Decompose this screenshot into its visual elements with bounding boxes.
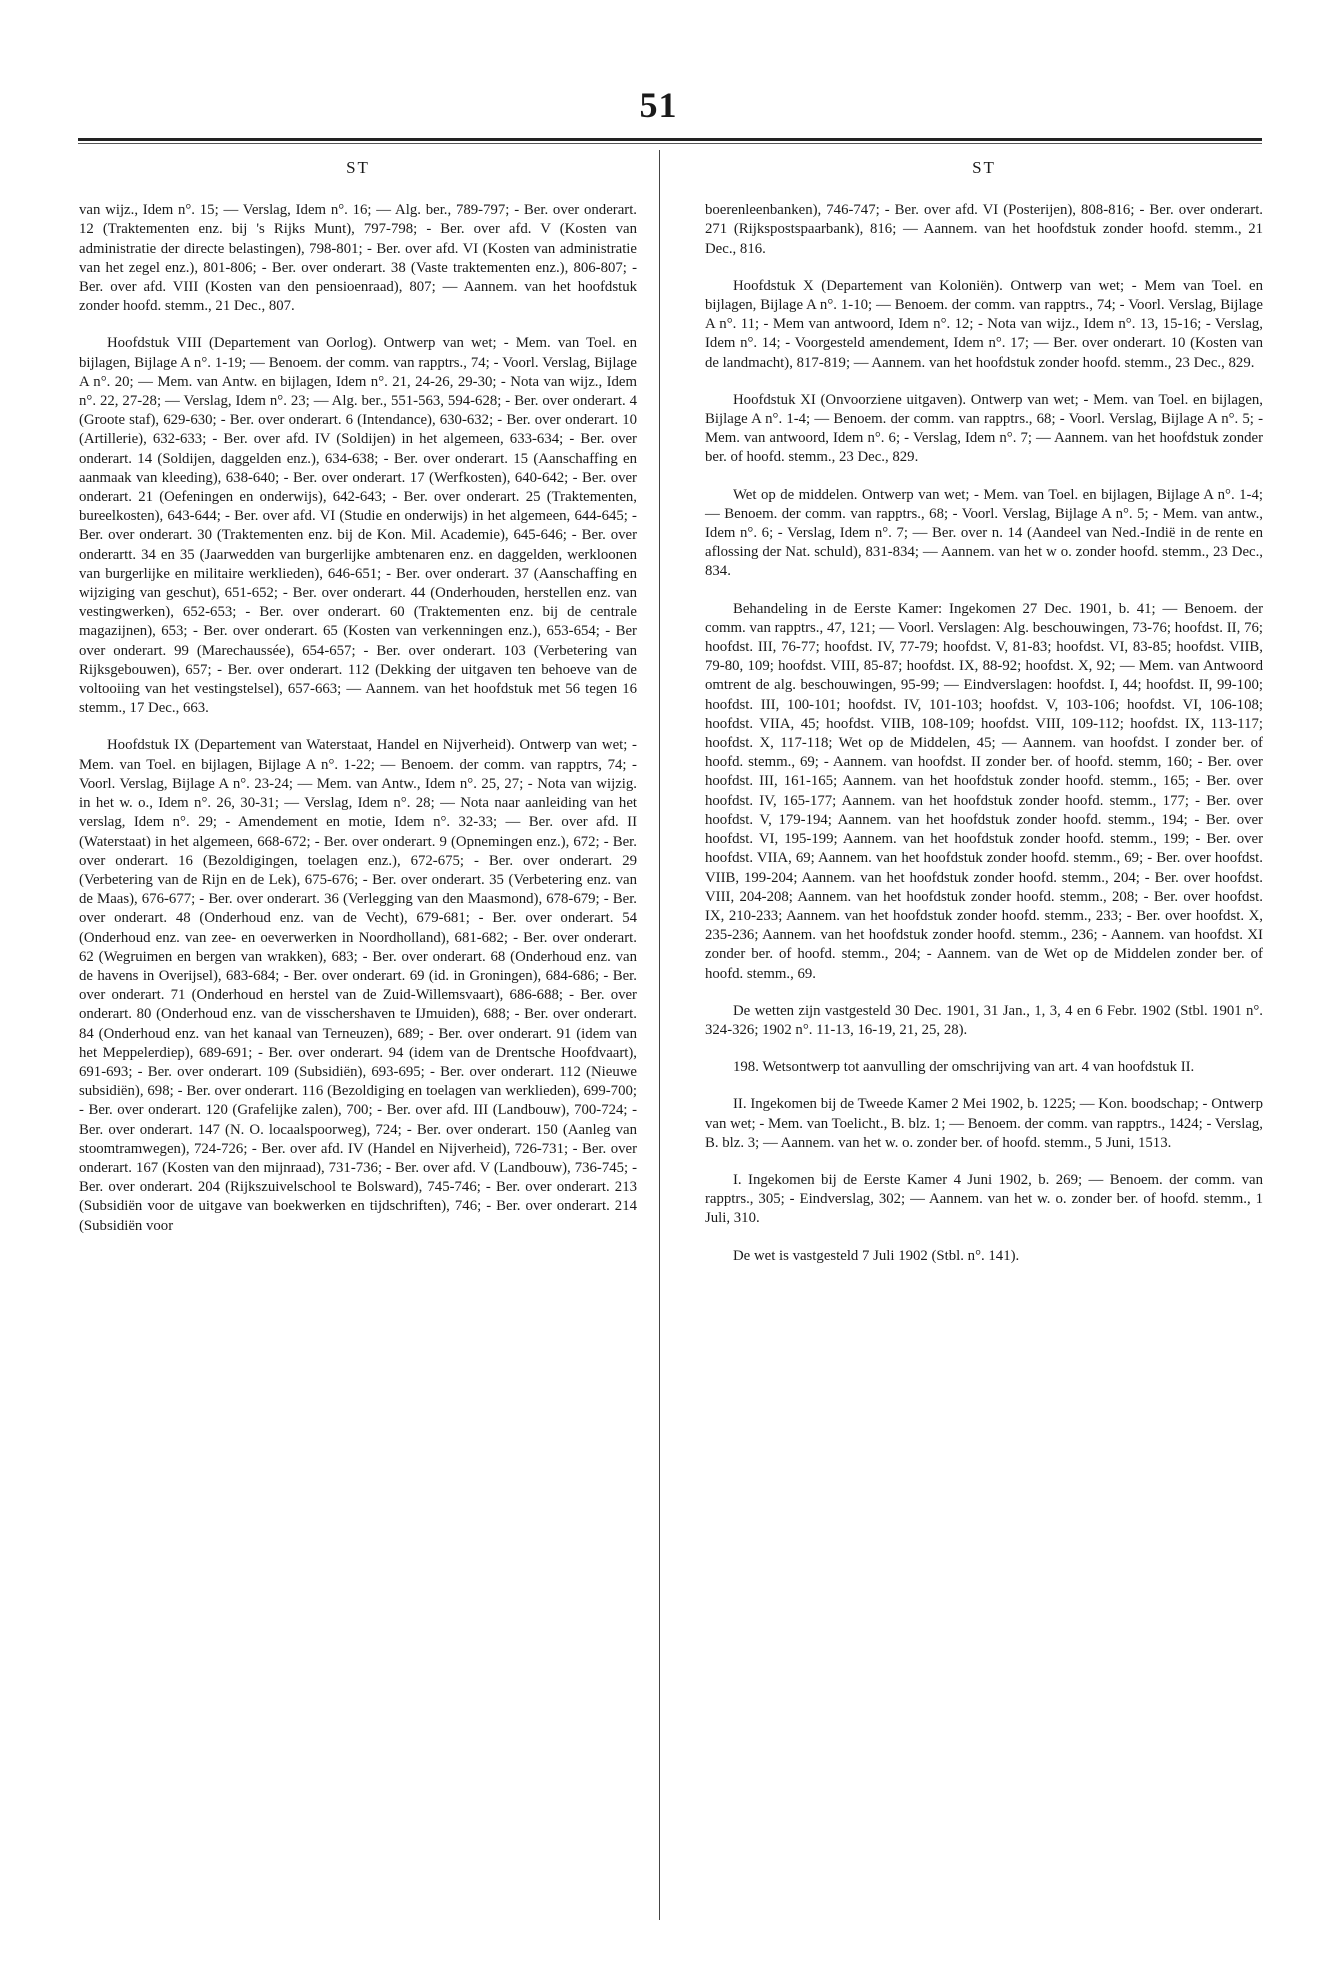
entry-paragraph: I. Ingekomen bij de Eerste Kamer 4 Juni 1902, b. 269; — Benoem. der comm. van rapptrs., 305; - Eindverslag, 302; — Aannem. van het w. o. zonder ber. of hoofd. stemm., 1 Juli, 310. [705,1171,1263,1227]
entry-paragraph: 198. Wetsontwerp tot aanvulling der omschrijving van art. 4 van hoofdstuk II. [733,1059,1195,1076]
entry-paragraph: boerenleenbanken), 746-747; - Ber. over afd. VI (Posterijen), 808-816; - Ber. over onderart. 271 (Rijkspostspaarbank), 816; — Aannem. van het hoofdstuk zonder hoofd. stemm., 21 Dec., 816. [705,202,1263,257]
entry-paragraph: Behandeling in de Eerste Kamer: Ingekomen 27 Dec. 1901, b. 41; — Benoem. der comm. van rapptrs., 47, 121; — Voorl. Verslagen: Alg. beschouwingen, 73-76; hoofdst. II, 76; hoofdst. III, 76-77; hoofdst. IV, 77-79; hoofdst. V, 81-83; hoofdst. VI, 83-85; hoofdst. VIIB, 79-80, 109; hoofdst. VIII, 85-87; hoofdst. IX, 88-92; hoofdst. X, 92; — Mem. van Antwoord omtrent de alg. beschouwingen, 95-99; — Eindverslagen: hoofdst. I, 44; hoofdst. II, 99-100; hoofdst. III, 100-101; hoofdst. IV, 101-103; hoofdst. V, 103-106; hoofdst. VI, 106-108; hoofdst. VIIA, 45; hoofdst. VIIB, 108-109; hoofdst. VIII, 109-112; hoofdst. IX, 113-117; hoofdst. X, 117-118; Wet op de Middelen, 45; — Aannem. van hoofdst. I zonder ber. of hoofd. stemm., 69; - Aannem. van hoofdst. II zonder ber. of hoofd. stemm, 160; - Ber. over hoofdst. III, 161-165; Aannem. van het hoofdstuk zonder hoofd. stemm., 165; - Ber. over hoofdst. IV, 165-177; Aannem. van het hoofdstuk zonder hoofd. stemm., 177; - Ber. over hoofdst. V, 179-194; Aannem. van het hoofdstuk zonder hoofd. stemm., 194; - Ber. over hoofdst. VI, 195-199; Aannem. van het hoofdstuk zonder hoofd. stemm., 199; - Ber. over hoofdst. VIIA, 69; Aannem. van het hoofdstuk zonder hoofd. stemm., 69; - Ber. over hoofdst. VIIB, 199-204; Aannem. van het hoofdstuk zonder hoofd. stemm., 204; - Ber. over hoofdst. VIII, 204-208; Aannem. van het hoofdstuk zonder hoofd. stemm., 208; - Ber. over hoofdst. IX, 210-233; Aannem. van het hoofdstuk zonder hoofd. stemm., 233; - Ber. over hoofdst. X, 235-236; Aannem. van het hoofdstuk zonder hoofd. stemm., 236; - Aannem. van hoofdst. XI zonder ber. of hoofd. stemm., 204; - Aannem. van de Wet op de Middelen zonder ber. of hoofd. stemm., 69. [705,600,1263,982]
page-number: 51 [639,85,678,125]
entry-paragraph: van wijz., Idem n°. 15; — Verslag, Idem n°. 16; — Alg. ber., 789-797; - Ber. over onderart. 12 (Traktementen enz. bij 's Rijks Munt), 797-798; - Ber. over afd. V (Kosten van administratie der directe belastingen), 798-801; - Ber. over afd. VI (Kosten van administratie van het zegel enz.), 801-806; - Ber. over onderart. 38 (Vaste traktementen enz.), 806-807; - Ber. over afd. VIII (Kosten van den pensioenraad), 807; — Aannem. van het hoofdstuk zonder hoofd. stemm., 21 Dec., 807. [79,202,637,315]
entry-paragraph: Hoofdstuk VIII (Departement van Oorlog). Ontwerp van wet; - Mem. van Toel. en bijlagen, Bijlage A n°. 1-19; — Benoem. der comm. van rapptrs., 74; - Voorl. Verslag, Bijlage A n°. 20; — Mem. van Antw. en bijlagen, Idem n°. 21, 24-26, 29-30; - Nota van wijz., Idem n°. 22, 27-28; — Verslag, Idem n°. 23; — Alg. ber., 551-563, 594-628; - Ber. over onderart. 4 (Groote staf), 629-630; - Ber. over onderart. 6 (Intendance), 630-632; - Ber. over onderart. 10 (Artillerie), 632-633; - Ber. over afd. IV (Soldijen) in het algemeen, 633-634; - Ber. over onderart. 14 (Soldijen, daggelden enz.), 634-638; - Ber. over onderart. 15 (Aanschaffing en aanmaak van kleeding), 638-640; - Ber. over onderart. 17 (Werfkosten), 640-642; - Ber. over onderart. 21 (Oefeningen en onderwijs), 642-643; - Ber. over onderart. 25 (Traktementen, bureelkosten), 643-644; - Ber. over afd. VI (Studie en onderwijs) in het algemeen, 644-645; - Ber. over onderart. 30 (Traktementen enz. bij de Kon. Mil. Academie), 645-646; - Ber. over onderartt. 34 en 35 (Jaarwedden van burgerlijke ambtenaren enz. en daggelden, werkloonen van burgerlijke en militaire werklieden), 646-651; - Ber. over onderart. 37 (Aanschaffing en wijziging van geschut), 651-652; - Ber. over onderart. 44 (Onderhouden, herstellen enz. van vestingwerken), 652-653; - Ber. over onderart. 60 (Traktementen enz. bij de centrale magazijnen), 653; - Ber. over onderart. 65 (Kosten van verkenningen enz.), 653-654; - Ber over onderart. 99 (Marechaussée), 654-657; - Ber. over onderart. 103 (Verbetering van Rijksgebouwen), 657; - Ber. over onderart. 112 (Dekking der uitgaven ten behoeve van de voltooiing van het vestingstelsel), 657-663; — Aannem. van het hoofdstuk met 56 tegen 16 stemm., 17 Dec., 663. [79,335,637,717]
entry-paragraph: II. Ingekomen bij de Tweede Kamer 2 Mei 1902, b. 1225; — Kon. boodschap; - Ontwerp van wet; - Mem. van Toelicht., B. blz. 1; — Benoem. der comm. van rapptrs., 1424; - Verslag, B. blz. 3; — Aannem. van het w. o. zonder ber. of hoofd. stemm., 5 Juni, 1513. [705,1096,1263,1151]
left-column-header: ST [346,158,370,177]
entry-paragraph: Hoofdstuk X (Departement van Koloniën). Ontwerp van wet; - Mem van Toel. en bijlagen, Bijlage A n°. 1-10; — Benoem. der comm. van rapptrs., 74; - Voorl. Verslag, Bijlage A n°. 11; - Mem van antwoord, Idem n°. 12; - Nota van wijz., Idem n°. 13, 15-16; - Verslag, Idem n°. 14; - Voorgesteld amendement, Idem n°. 17; — Ber. over onderart. 10 (Kosten van de landmacht), 817-819; — Aannem. van het hoofdstuk zonder hoofd. stemm., 23 Dec., 829. [705,277,1263,371]
right-column-header: ST [972,158,996,177]
entry-paragraph: Hoofdstuk XI (Onvoorziene uitgaven). Ontwerp van wet; - Mem. van Toel. en bijlagen, Bijlage A n°. 1-4; — Benoem. der comm. van rapptrs., 68; - Voorl. Verslag, Bijlage A n°. 5; - Mem. van antwoord, Idem n°. 6; - Verslag, Idem n°. 7; — Aannem. van het hoofdstuk zonder ber. of hoofd. stemm., 23 Dec., 829. [705,391,1263,466]
right-column [705,150,1263,1284]
entry-paragraph: De wetten zijn vastgesteld 30 Dec. 1901, 31 Jan., 1, 3, 4 en 6 Febr. 1902 (Stbl. 1901 n°. 324-326; 1902 n°. 11-13, 16-19, 21, 25, 28). [705,1002,1263,1038]
header-rule [78,138,1262,141]
column-divider [659,150,660,1920]
entry-paragraph: Wet op de middelen. Ontwerp van wet; - Mem. van Toel. en bijlagen, Bijlage A n°. 1-4; — Benoem. der comm. van rapptrs., 68; - Voorl. Verslag, Bijlage A n°. 5; - Mem. van antw., Idem n°. 6; - Verslag, Idem n°. 7; — Ber. over n. 14 (Aandeel van Ned.-Indië in de rente en aflossing der Nat. schuld), 831-834; — Aannem. van het w o. zonder hoofd. stemm., 23 Dec., 834. [705,486,1263,580]
entry-paragraph: De wet is vastgesteld 7 Juli 1902 (Stbl. n°. 141). [733,1247,1020,1264]
left-column [79,150,637,1254]
header-rule-thin [78,143,1262,144]
entry-paragraph: Hoofdstuk IX (Departement van Waterstaat, Handel en Nijverheid). Ontwerp van wet; - Mem. van Toel. en bijlagen, Bijlage A n°. 1-22; — Benoem. der comm. van rapptrs, 74; - Voorl. Verslag, Bijlage A n°. 23-24; — Mem. van Antw., Idem n°. 25, 27; - Nota van wijzig. in het w. o., Idem n°. 26, 30-31; — Verslag, Idem n°. 28; — Nota naar aanleiding van het verslag, Idem n°. 29; - Amendement en motie, Idem n°. 32-33; — Ber. over afd. II (Waterstaat) in het algemeen, 668-672; - Ber. over onderart. 9 (Opnemingen enz.), 672; - Ber. over onderart. 16 (Bezoldigingen, toelagen enz.), 672-675; - Ber. over onderart. 29 (Verbetering van de Rijn en de Lek), 675-676; - Ber. over onderart. 35 (Verbetering enz. van de Maas), 676-677; - Ber. over onderart. 36 (Verlegging van den Maasmond), 678-679; - Ber. over onderart. 48 (Onderhoud enz. van de Vecht), 679-681; - Ber. over onderart. 54 (Onderhoud enz. van zee- en oeverwerken in Noordholland), 681-682; - Ber. over onderart. 62 (Wegruimen en bergen van wrakken), 683; - Ber. over onderart. 68 (Onderhoud enz. van de havens in Overijsel), 683-684; - Ber. over onderart. 69 (id. in Groningen), 684-686; - Ber. over onderart. 71 (Onderhoud en herstel van de Zuid-Willemsvaart), 686-688; - Ber. over onderart. 80 (Onderhoud enz. van de visschershaven te IJmuiden), 688; - Ber. over onderart. 84 (Onderhoud enz. van het kanaal van Terneuzen), 689; - Ber. over onderart. 91 (idem van het Meppelerdiep), 689-691; - Ber. over onderart. 94 (idem van de Drentsche Hoofdvaart), 691-693; - Ber. over onderart. 109 (Subsidiën), 693-695; - Ber. over onderart. 112 (Nieuwe subsidiën), 698; - Ber. over onderart. 116 (Bezoldiging en toelagen van werklieden), 699-700; - Ber. over onderart. 120 (Grafelijke zalen), 700; - Ber. over afd. III (Landbouw), 700-724; - Ber. over onderart. 147 (N. O. locaalspoorweg), 724; - Ber. over onderart. 150 (Aanleg van stoomtramwegen), 724-726; - Ber. over afd. IV (Handel en Nijverheid), 726-731; - Ber. over onderart. 167 (Kosten van den mijnraad), 731-736; - Ber. over afd. V (Landbouw), 736-745; - Ber. over onderart. 204 (Rijkszuivelschool te Bolsward), 745-746; - Ber. over onderart. 213 (Subsidiën voor de uitgave van boekwerken en tijdschriften), 746; - Ber. over onderart. 214 (Subsidiën voor [79,737,637,1234]
